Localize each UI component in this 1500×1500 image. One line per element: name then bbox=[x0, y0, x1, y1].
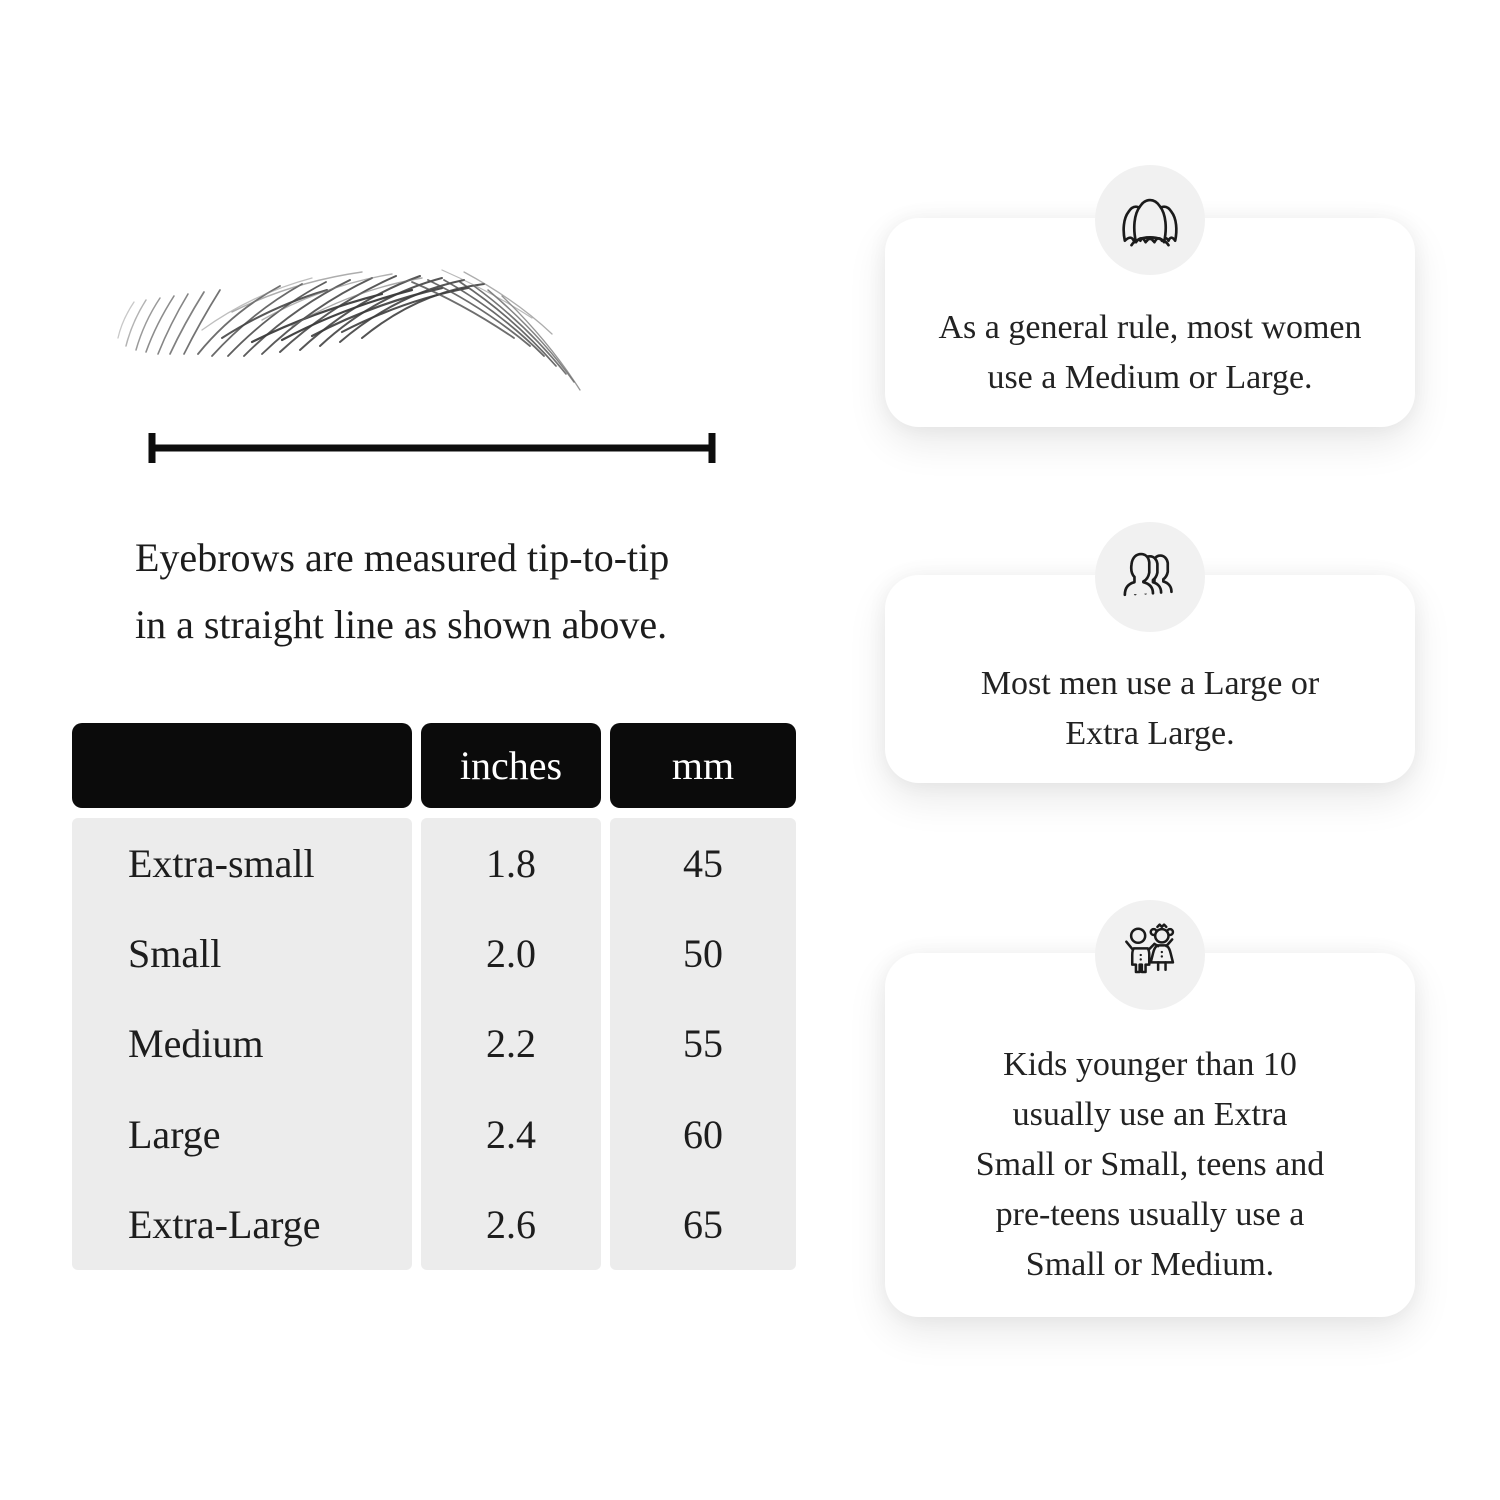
table-cell: Extra-Large bbox=[128, 1202, 321, 1248]
table-cell: Large bbox=[128, 1111, 221, 1157]
table-cell: 1.8 bbox=[486, 840, 536, 886]
kids-icon bbox=[1113, 918, 1187, 992]
caption-line-1: Eyebrows are measured tip-to-tip bbox=[135, 535, 670, 580]
icon-circle bbox=[1095, 165, 1205, 275]
card-text-line: Small or Small, teens and bbox=[975, 1146, 1325, 1184]
card-text-line: use a Medium or Large. bbox=[987, 358, 1313, 396]
measurement-caption bbox=[135, 524, 765, 658]
card-text-line: Most men use a Large or bbox=[980, 665, 1320, 703]
header-cell-mm: mm bbox=[610, 723, 796, 808]
table-header-row bbox=[72, 723, 796, 808]
caption-line-2: in a straight line as shown above. bbox=[135, 602, 668, 648]
card-text bbox=[913, 303, 1387, 403]
info-card-women bbox=[885, 218, 1415, 427]
women-group-icon bbox=[1113, 183, 1187, 257]
header-cell-inches: inches bbox=[421, 723, 601, 808]
table-cell: 2.4 bbox=[486, 1111, 536, 1157]
table-cell: Medium bbox=[128, 1021, 264, 1067]
column-inches-values bbox=[421, 818, 601, 1270]
card-text-line: pre-teens usually use a bbox=[995, 1195, 1305, 1233]
card-text-line: usually use an Extra bbox=[1012, 1096, 1288, 1134]
info-card-kids bbox=[885, 953, 1415, 1317]
info-card-men bbox=[885, 575, 1415, 783]
card-text-line: Kids younger than 10 bbox=[1003, 1046, 1297, 1084]
size-table bbox=[72, 723, 796, 1270]
men-group-icon bbox=[1113, 540, 1187, 614]
card-text bbox=[913, 1040, 1387, 1290]
column-mm-values bbox=[610, 818, 796, 1270]
card-text-line: Extra Large. bbox=[1065, 715, 1235, 752]
card-text bbox=[913, 659, 1387, 759]
icon-circle bbox=[1095, 900, 1205, 1010]
table-cell: 60 bbox=[683, 1111, 723, 1157]
measurement-line bbox=[146, 430, 718, 466]
table-cell: 55 bbox=[683, 1021, 723, 1067]
table-body bbox=[72, 818, 796, 1270]
header-cell-size bbox=[72, 723, 412, 808]
card-text-line: Small or Medium. bbox=[1025, 1245, 1275, 1283]
table-cell: 65 bbox=[683, 1202, 723, 1248]
table-cell: 45 bbox=[683, 840, 723, 886]
table-cell: 2.0 bbox=[486, 931, 536, 977]
table-cell: 50 bbox=[683, 931, 723, 977]
table-cell: 2.6 bbox=[486, 1202, 536, 1248]
table-cell: 2.2 bbox=[486, 1021, 536, 1067]
table-cell: Small bbox=[128, 931, 222, 977]
icon-circle bbox=[1095, 522, 1205, 632]
table-cell: Extra-small bbox=[128, 840, 315, 886]
eyebrow-illustration bbox=[112, 242, 598, 408]
column-size-labels bbox=[72, 818, 412, 1270]
card-text-line: As a general rule, most women bbox=[938, 308, 1362, 346]
